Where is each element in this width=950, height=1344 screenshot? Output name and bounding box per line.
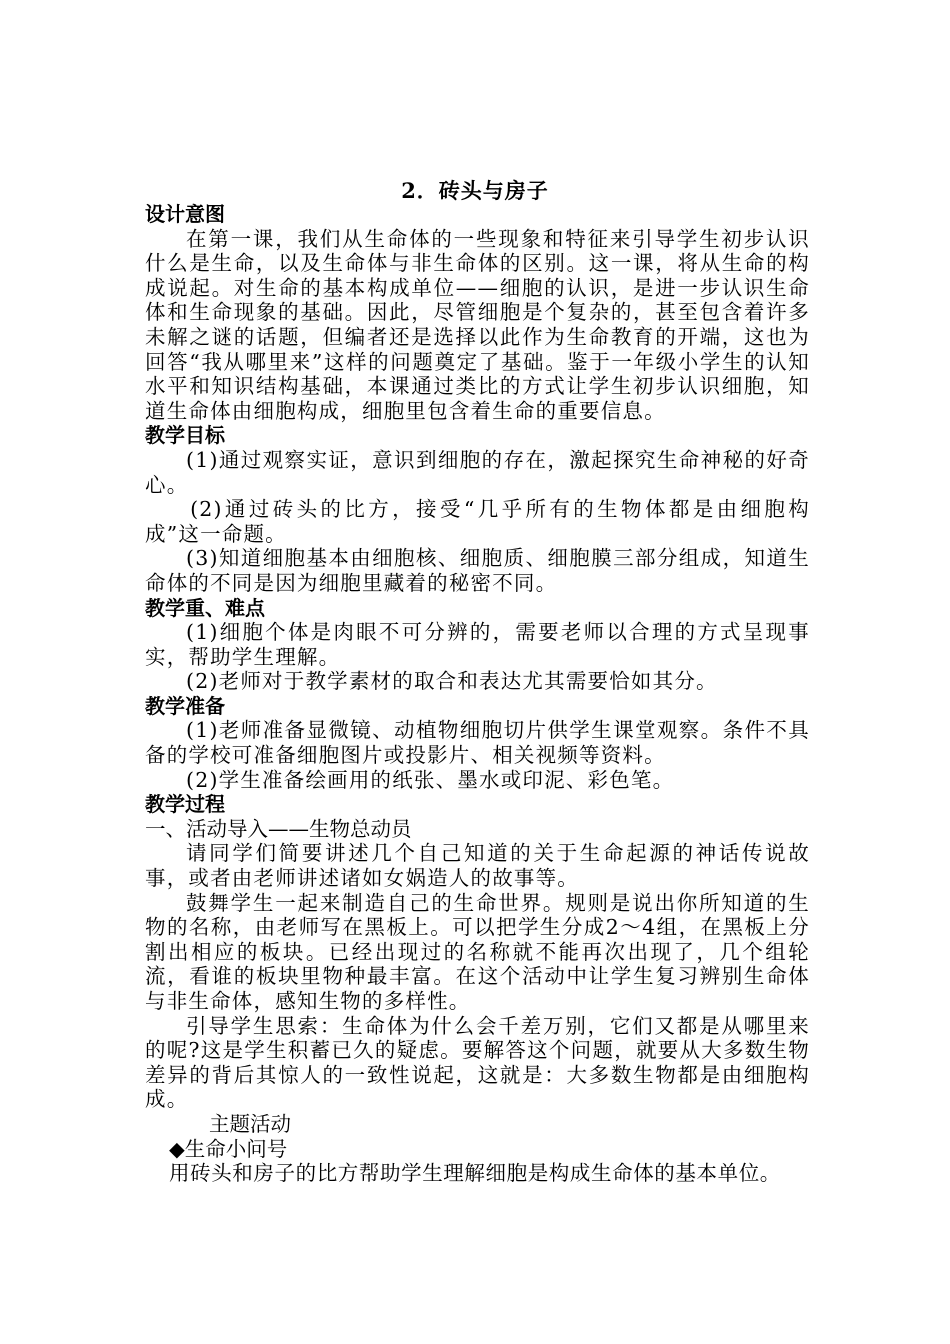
process-paragraph: 鼓舞学生一起来制造自己的生命世界。规则是说出你所知道的生物的名称，由老师写在黑板上。可以把学生分成2～4组，在黑板上分割出相应的板块。已经出现过的名称就不能再次出现了，几个组轮流，看谁的板块里物种最丰富。在这个活动中让学生复习辨别生命体与非生命体，感知生物的多样性。	[145, 890, 810, 1013]
paragraph-design: 在第一课，我们从生命体的一些现象和特征来引导学生初步认识什么是生命，以及生命体与非生命体的区别。这一课，将从生命的构成说起。对生命的基本构成单位——细胞的认识，是进一步认识生命体和生命现象的基础。因此，尽管细胞是个复杂的，甚至包含着许多未解之谜的话题，但编者还是选择以此作为生命教育的开端，这也为回答“我从哪里来”这样的问题奠定了基础。鉴于一年级小学生的认知水平和知识结构基础，本课通过类比的方式让学生初步认识细胞，知道生命体由细胞构成，细胞里包含着生命的重要信息。	[145, 226, 810, 423]
heading-design: 设计意图	[145, 202, 225, 226]
activity-heading: 一、活动导入——生物总动员	[145, 816, 412, 841]
prep-item: (2)学生准备绘画用的纸张、墨水或印泥、彩色笔。	[186, 767, 675, 792]
closing-line: 用砖头和房子的比方帮助学生理解细胞是构成生命体的基本单位。	[169, 1161, 781, 1186]
goal-item: (3)知道细胞基本由细胞核、细胞质、细胞膜三部分组成，知道生命体的不同是因为细胞里藏着的秘密不同。	[145, 546, 810, 595]
goal-item: (1)通过观察实证，意识到细胞的存在，激起探究生命神秘的好奇心。	[145, 447, 810, 497]
prep-item: (1)老师准备显微镜、动植物细胞切片供学生课堂观察。条件不具备的学校可准备细胞图片或投影片、相关视频等资料。	[145, 718, 810, 768]
process-paragraph: 引导学生思索：生命体为什么会千差万别，它们又都是从哪里来的呢?这是学生积蓄已久的疑虑。要解答这个问题，就要从大多数生物差异的背后其惊人的一致性说起，这就是：大多数生物都是由细胞构成。	[145, 1013, 810, 1112]
page-title: 2．砖头与房子	[401, 178, 549, 203]
goal-item: (2)通过砖头的比方，接受“几乎所有的生物体都是由细胞构成”这一命题。	[145, 497, 810, 546]
process-paragraph: 请同学们简要讲述几个自己知道的关于生命起源的神话传说故事，或者由老师讲述诸如女娲造人的故事等。	[145, 841, 810, 891]
key-point-item: (2)老师对于教学素材的取合和表达尤其需要恰如其分。	[186, 669, 718, 694]
heading-goals: 教学目标	[145, 423, 225, 448]
document-body	[145, 202, 810, 1186]
heading-key-points: 教学重、难点	[145, 595, 265, 620]
heading-preparation: 教学准备	[145, 693, 225, 718]
bullet-item: ◆生命小问号	[169, 1136, 288, 1161]
key-point-item: (1)细胞个体是肉眼不可分辨的，需要老师以合理的方式呈现事实，帮助学生理解。	[145, 620, 810, 669]
theme-activity-label: 主题活动	[209, 1111, 291, 1136]
heading-process: 教学过程	[145, 792, 225, 817]
